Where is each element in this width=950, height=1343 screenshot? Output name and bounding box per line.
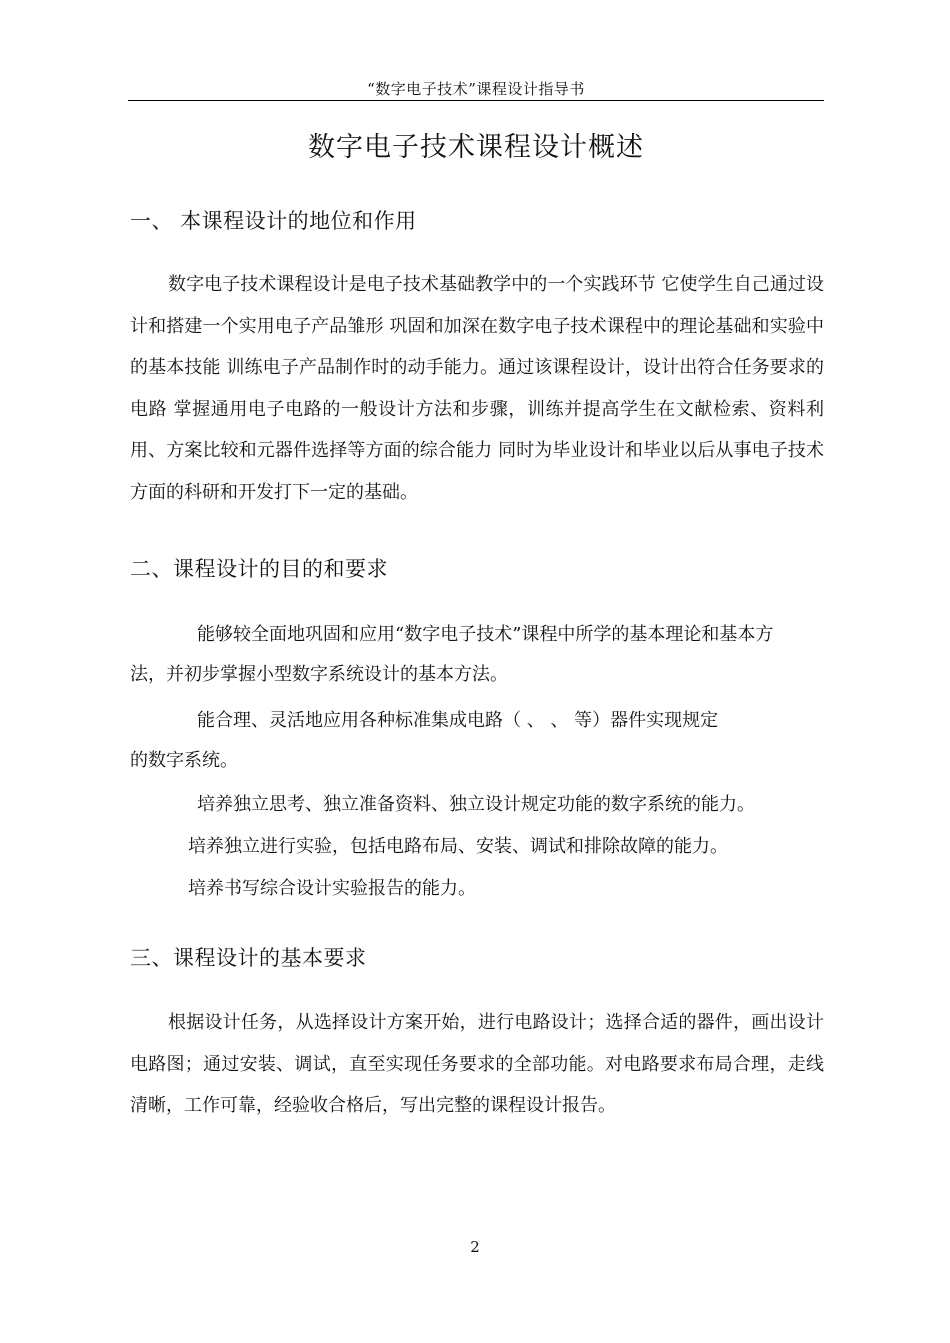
objective-item-4: 培养独立进行实验，包括电路布局、安装、调试和排除故障的能力。 (188, 836, 728, 857)
page-title: 数字电子技术课程设计概述 (308, 132, 644, 163)
section-3-paragraph: 根据设计任务，从选择设计方案开始，进行电路设计；选择合适的器件，画出设计电路图；通过安装、调试，直至实现任务要求的全部功能。对电路要求布局合理，走线清晰，工作可靠，经验收合格后，写出完整的课程设计报告。 (130, 1012, 824, 1116)
section-1-heading: 一、 本课程设计的地位和作用 (130, 209, 417, 233)
objective-item-5: 培养书写综合设计实验报告的能力。 (188, 878, 476, 899)
page-number: 2 (470, 1238, 480, 1256)
running-header: “数字电子技术”课程设计指导书 (367, 80, 585, 98)
header-rule (128, 100, 824, 101)
section-3-heading: 三、课程设计的基本要求 (130, 946, 367, 970)
section-1-paragraph: 数字电子技术课程设计是电子技术基础教学中的一个实践环节 它使学生自己通过设计和搭建一个实用电子产品雏形 巩固和加深在数字电子技术课程中的理论基础和实验中的基本技能 训练电子产品制作时的动手能力。通过该课程设计，设计出符合任务要求的电路 掌握通用电子电路的一般设计方法和步骤，训练并提高学生在文献检索、资料利用、方案比较和元器件选择等方面的综合能力 同时为毕业设计和毕业以后从事电子技术方面的科研和开发打下一定的基础。 (130, 274, 824, 503)
objective-item-2-line-1: 能合理、灵活地应用各种标准集成电路（ 、 、 等）器件实现规定 (197, 710, 719, 731)
section-2-heading: 二、课程设计的目的和要求 (130, 557, 388, 581)
objective-item-1-line-2: 法，并初步掌握小型数字系统设计的基本方法。 (130, 664, 508, 685)
objective-item-3: 培养独立思考、独立准备资料、独立设计规定功能的数字系统的能力。 (197, 794, 755, 815)
objective-item-2-line-2: 的数字系统。 (130, 750, 238, 771)
objective-item-1-line-1: 能够较全面地巩固和应用“数字电子技术”课程中所学的基本理论和基本方 (197, 624, 774, 645)
